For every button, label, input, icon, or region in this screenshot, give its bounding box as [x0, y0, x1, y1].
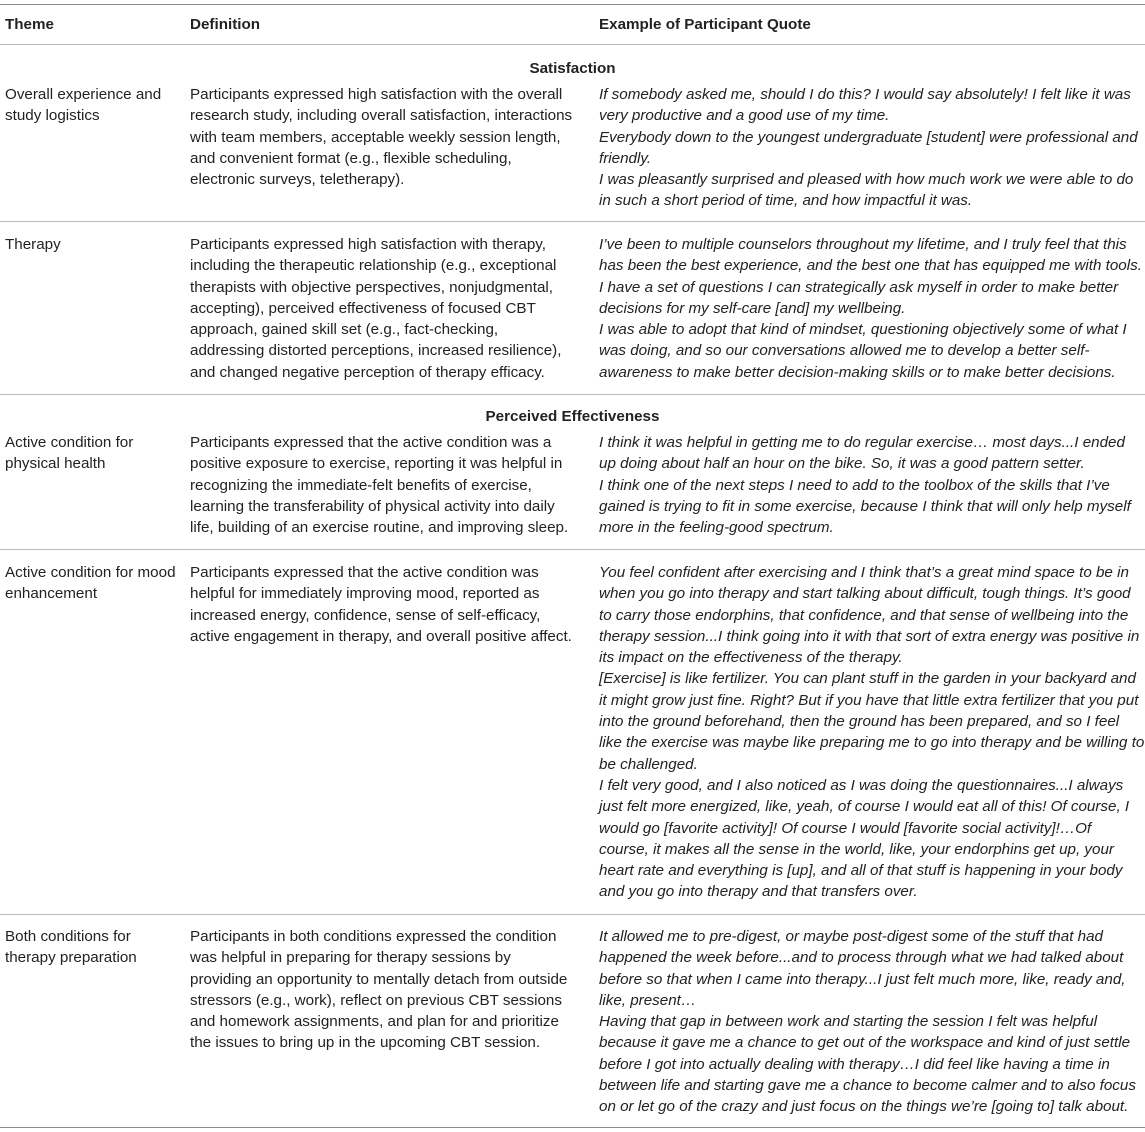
quote: I have a set of questions I can strategically ask myself in order to make better decisions for my self-care [and] my wellbeing. — [599, 278, 1119, 317]
quote: I felt very good, and I also noticed as I was doing the questionnaires...I always just felt more energized, like, yeah, of course I would eat all of this! Of course, I would go [favorite activity]! Of course I would [favorite social activity]!…Of course, it makes all the sense in the world, like, your endorphins get up, your heart rate and everything is [up], and all of that stuff is happening in your body and you go into therapy and that transfers over. — [599, 776, 1130, 901]
quote: I was pleasantly surprised and pleased with how much work we were able to do in such a short period of time, and how impactful it was. — [599, 171, 1134, 210]
quote: I think one of the next steps I need to add to the toolbox of the skills that I’ve gained is trying to fit in some exercise, because I think that will only help myself more in the feeling-good spectrum. — [599, 476, 1131, 537]
quote: I think it was helpful in getting me to do regular exercise… most days...I ended up doing about half an hour on the bike. So, it was a good pattern setter. — [599, 434, 1125, 473]
row-theme-physical-health: Active condition for physical health — [5, 434, 134, 473]
row-theme-therapy: Therapy — [5, 236, 61, 253]
quote: Having that gap in between work and starting the session I felt was helpful because it gave me a chance to get out of the workspace and kind of just settle before I got into actually dealing with therapy…I did feel like having a time in between life and starting gave me a chance to become calmer and to also focus on or let go of the crazy and just focus on the things we’re [going to] talk about. — [599, 1013, 1136, 1116]
section-rule — [0, 394, 1145, 395]
row-quotes-mood-enhancement — [599, 562, 1145, 903]
section-title-satisfaction: Satisfaction — [529, 60, 616, 77]
row-definition-overall-experience: Participants expressed high satisfaction with the overall research study, including overall satisfaction, interactions with team members, acceptable weekly session length, and convenient format (e.g., flexible scheduling, electronic surveys, teletherapy). — [190, 86, 573, 189]
table-bottom-rule — [0, 1127, 1145, 1128]
row-definition-physical-health: Participants expressed that the active condition was a positive exposure to exercise, reporting it was helpful in recognizing the immediate-felt benefits of exercise, learning the transferability of physical activity into daily life, building of an exercise routine, and improving sleep. — [190, 434, 569, 537]
quote: I was able to adopt that kind of mindset, questioning objectively some of what I was doing, and so our conversations allowed me to develop a better self-awareness to make better decision-making skills or to make better decisions. — [599, 321, 1127, 381]
row-quotes-physical-health — [599, 432, 1145, 538]
header-rule — [0, 44, 1145, 45]
row-theme-therapy-preparation: Both conditions for therapy preparation — [5, 928, 137, 967]
quote: I’ve been to multiple counselors throughout my lifetime, and I truly feel that this has been the best experience, and the best one that has equipped me with tools. — [599, 236, 1142, 275]
section-title-perceived-effectiveness: Perceived Effectiveness — [485, 408, 660, 425]
header-definition: Definition — [190, 16, 261, 33]
quote: If somebody asked me, should I do this? I would say absolutely! I felt like it was very productive and a good use of my time. — [599, 86, 1131, 125]
row-rule — [0, 549, 1145, 550]
quote: It allowed me to pre-digest, or maybe post-digest some of the stuff that had happened the week before...and to process through what we had talked about before so that when I came into therapy...I just felt much more, like, ready and, like, present… — [599, 928, 1126, 1009]
row-theme-mood-enhancement: Active condition for mood enhancement — [5, 564, 176, 603]
row-quotes-therapy — [599, 234, 1145, 383]
header-theme: Theme — [5, 16, 54, 33]
row-quotes-therapy-preparation — [599, 926, 1145, 1118]
quote: Everybody down to the youngest undergraduate [student] were professional and friendly. — [599, 128, 1138, 167]
table-top-rule — [0, 4, 1145, 5]
row-definition-mood-enhancement: Participants expressed that the active condition was helpful for immediately improving mood, reported as increased energy, confidence, sense of self-efficacy, active engagement in therapy, and overall positive affect. — [190, 564, 572, 645]
quote: You feel confident after exercising and I think that’s a great mind space to be in when you go into therapy and start talking about difficult, tough things. It’s good to carry those endorphins, that confidence, and that sense of wellbeing into the therapy session...I think going into it with that sort of extra energy was positive in its impact on the effectiveness of the therapy. — [599, 564, 1140, 667]
row-quotes-overall-experience — [599, 84, 1145, 212]
row-definition-therapy-preparation: Participants in both conditions expressed the condition was helpful in preparing for therapy sessions by providing an opportunity to mentally detach from outside stressors (e.g., work), reflect on previous CBT sessions and homework assignments, and plan for and prioritize the issues to bring up in the upcoming CBT session. — [190, 928, 568, 1052]
row-rule — [0, 914, 1145, 915]
row-definition-therapy: Participants expressed high satisfaction with therapy, including the therapeutic relationship (e.g., exceptional therapists with objective perspectives, nonjudgmental, accepting), perceived effectiveness of focused CBT approach, gained skill set (e.g., fact-checking, addressing distorted perceptions, increased resilience), and changed negative perception of therapy efficacy. — [190, 236, 562, 381]
row-theme-overall-experience: Overall experience and study logistics — [5, 86, 162, 125]
row-rule — [0, 221, 1145, 222]
header-quote: Example of Participant Quote — [599, 16, 811, 33]
quote: [Exercise] is like fertilizer. You can plant stuff in the garden in your backyard and it might grow just fine. Right? But if you have that little extra fertilizer that you put into the ground beforehand, then the ground has been prepared, and so I feel like the exercise was maybe like preparing me to go into therapy and be willing to be challenged. — [599, 670, 1145, 773]
